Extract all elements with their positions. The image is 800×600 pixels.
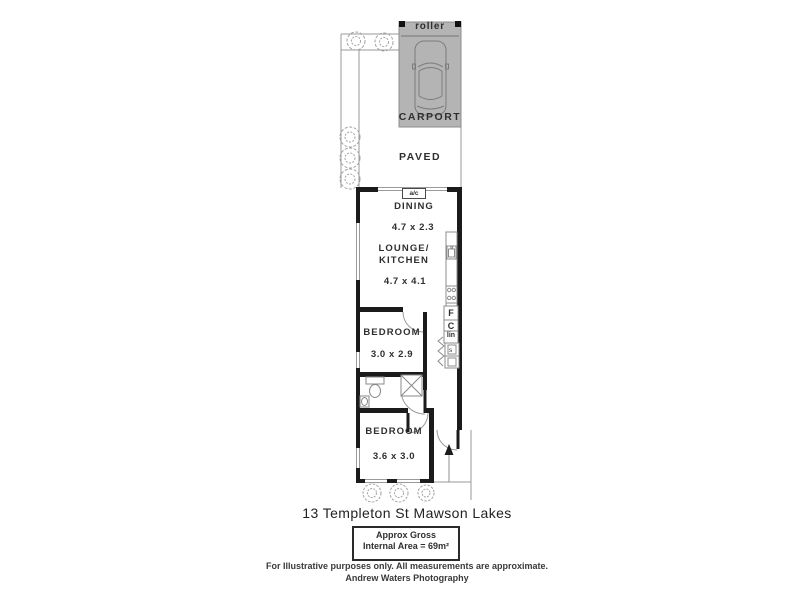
wall-segment [356,280,360,352]
lounge-kitchen-dims: 4.7 x 4.1 [383,276,427,287]
bush-icon [390,484,408,502]
basin-icon [360,396,369,407]
area-line2: Internal Area = 69m² [363,541,449,551]
carport-label: CARPORT [398,111,462,123]
disclaimer-text: For Illustrative purposes only. All measurements are approximate. [265,561,549,571]
cupboard-label: C [447,321,455,331]
bifold-door-zigzag-icon [438,337,444,366]
linen-label: lin [446,332,456,339]
bedroom2-label: BEDROOM [365,426,423,437]
lounge-kitchen-label [369,243,439,266]
tree-icon [347,32,365,50]
bush-icon [363,484,381,502]
lounge-label-line2: KITCHEN [379,254,429,266]
tree-icon [375,33,393,51]
bedroom2-dims: 3.6 x 3.0 [372,451,416,462]
ac-unit: a/c [402,188,426,199]
wall-segment [356,408,408,413]
bedroom1-label: BEDROOM [363,327,421,338]
fridge-label: F [448,308,454,318]
address-title: 13 Templeton St Mawson Lakes [302,505,512,521]
dining-label: DINING [394,201,434,212]
tree-icon [340,148,360,168]
wall-segment [356,192,360,223]
wall-segment [356,479,365,483]
wall-segment [429,413,434,483]
wall-segment [356,307,403,312]
bush-icon [418,485,434,501]
bedroom1-dims: 3.0 x 2.9 [370,349,414,360]
sink-icon [447,246,456,259]
tree-icon [340,169,360,189]
door-swing-arc [437,430,457,450]
wall-segment [426,408,434,413]
photography-credit: Andrew Waters Photography [345,573,469,583]
area-summary-box [352,526,460,561]
paved-label: PAVED [398,151,442,163]
roller-label: roller [415,21,445,32]
tree-icon [340,127,360,147]
lounge-label-line1: LOUNGE/ [378,243,430,254]
wall-segment [447,187,462,192]
wall-segment [356,187,378,192]
dining-dims: 4.7 x 2.3 [391,222,435,233]
trough-label: s [449,347,453,354]
toilet-icon [366,377,384,398]
area-line1: Approx Gross [375,530,436,540]
stove-icon [446,286,457,303]
wall-segment [387,479,397,483]
shower-icon [401,375,422,396]
washing-machine-icon [445,356,459,368]
